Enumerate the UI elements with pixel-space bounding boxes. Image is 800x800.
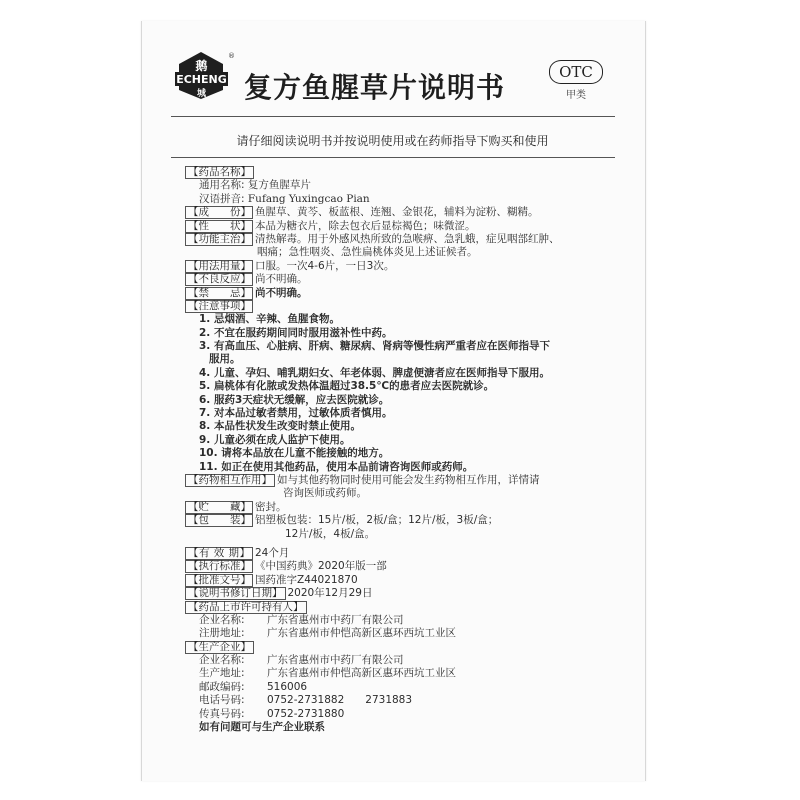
- manufacturer-heading: 【生产企业】: [185, 641, 593, 654]
- zip-code: 邮政编码: 516006: [199, 680, 308, 693]
- precaution-item: 7. 对本品过敏者禁用，过敏体质者慎用。: [199, 407, 393, 420]
- leaflet-content: [185, 166, 593, 734]
- contact-note: 如有问题可与生产企业联系: [199, 721, 325, 734]
- precaution-item: 10. 请将本品放在儿童不能接触的地方。: [199, 447, 390, 460]
- fax: 传真号码: 0752-2731880: [199, 707, 345, 720]
- pinyin-name: 汉语拼音: Fufang Yuxingcao Pian: [199, 192, 370, 205]
- validity: 【有 效 期】 24个月: [185, 547, 593, 560]
- generic-name: 通用名称: 复方鱼腥草片: [199, 179, 311, 192]
- package-cont: 12片/板，4板/盒。: [285, 527, 376, 540]
- adverse-reactions: 【不良反应】 尚不明确。: [185, 273, 593, 286]
- precaution-item: 1. 忌烟酒、辛辣、鱼腥食物。: [199, 313, 340, 326]
- document-title: 复方鱼腥草片说明书: [244, 71, 506, 104]
- echeng-logo: [173, 50, 230, 100]
- exec-standard: 【执行标准】 《中国药典》2020年版一部: [185, 560, 593, 573]
- warning-divider: [171, 157, 615, 158]
- precaution-item: 11. 如正在使用其他药品，使用本品前请咨询医师或药师。: [199, 460, 474, 473]
- indications-cont: 咽痛；急性咽炎、急性扁桃体炎见上述证候者。: [257, 246, 478, 259]
- precaution-item: 9. 儿童必须在成人监护下使用。: [199, 433, 351, 446]
- manufacturer-address: 生产地址: 广东省惠州市仲恺高新区惠环西坑工业区: [199, 667, 456, 680]
- drug-name-heading: 【药品名称】: [185, 166, 593, 179]
- dosage: 【用法用量】 口服。一次4-6片，一日3次。: [185, 260, 593, 273]
- drug-interactions-cont: 咨询医师或药师。: [283, 487, 367, 500]
- mah-address: 注册地址: 广东省惠州市仲恺高新区惠环西坑工业区: [199, 627, 456, 640]
- properties: 【性 状】 本品为糖衣片，除去包衣后显棕褐色；味微涩。: [185, 220, 593, 233]
- precaution-item: 6. 服药3天症状无缓解，应去医院就诊。: [199, 393, 390, 406]
- otc-class: 甲类: [566, 90, 586, 101]
- revision-date: 【说明书修订日期】 2020年12月29日: [185, 587, 593, 600]
- drug-interactions: 【药物相互作用】 如与其他药物同时使用可能会发生药物相互作用，详情请: [185, 474, 593, 487]
- precaution-item-cont: 服用。: [209, 353, 241, 366]
- logo-text: ECHENG: [176, 73, 227, 86]
- logo-char: 鹅: [195, 59, 208, 73]
- approval-number: 【批准文号】 国药准字Z44021870: [185, 574, 593, 587]
- registered-mark: ®: [228, 52, 235, 60]
- precaution-item: 2. 不宜在服药期间同时服用滋补性中药。: [199, 326, 393, 339]
- contraindications: 【禁 忌】 尚不明确。: [185, 287, 593, 300]
- precaution-item: 5. 扁桃体有化脓或发热体温超过38.5℃的患者应去医院就诊。: [199, 380, 495, 393]
- composition: 【成 份】 鱼腥草、黄芩、板蓝根、连翘、金银花，辅料为淀粉、糊精。: [185, 206, 593, 219]
- precaution-item: 3. 有高血压、心脏病、肝病、糖尿病、肾病等慢性病严重者应在医师指导下: [199, 340, 550, 353]
- otc-badge: OTC: [549, 60, 603, 84]
- storage: 【贮 藏】 密封。: [185, 501, 593, 514]
- precautions-heading: 【注意事项】: [185, 300, 593, 313]
- header-divider: [171, 116, 615, 117]
- package: 【包 装】 铝塑板包装：15片/板，2板/盒；12片/板，3板/盒；: [185, 514, 593, 527]
- precaution-item: 4. 儿童、孕妇、哺乳期妇女、年老体弱、脾虚便溏者应在医师指导下服用。: [199, 366, 550, 379]
- usage-warning: 请仔细阅读说明书并按说明使用或在药师指导下购买和使用: [236, 134, 549, 148]
- indications: 【功能主治】 清热解毒。用于外感风热所致的急喉痹、急乳蛾，症见咽部红肿、: [185, 233, 593, 246]
- mah-heading: 【药品上市许可持有人】: [185, 601, 593, 614]
- logo-char2: 城: [196, 89, 207, 99]
- telephone: 电话号码: 0752-2731882 2731883: [199, 694, 413, 707]
- mah-name: 企业名称: 广东省惠州市中药厂有限公司: [199, 613, 404, 626]
- precaution-item: 8. 本品性状发生改变时禁止使用。: [199, 420, 361, 433]
- echeng-logo-icon: [173, 50, 230, 100]
- manufacturer-name: 企业名称: 广东省惠州市中药厂有限公司: [199, 654, 404, 667]
